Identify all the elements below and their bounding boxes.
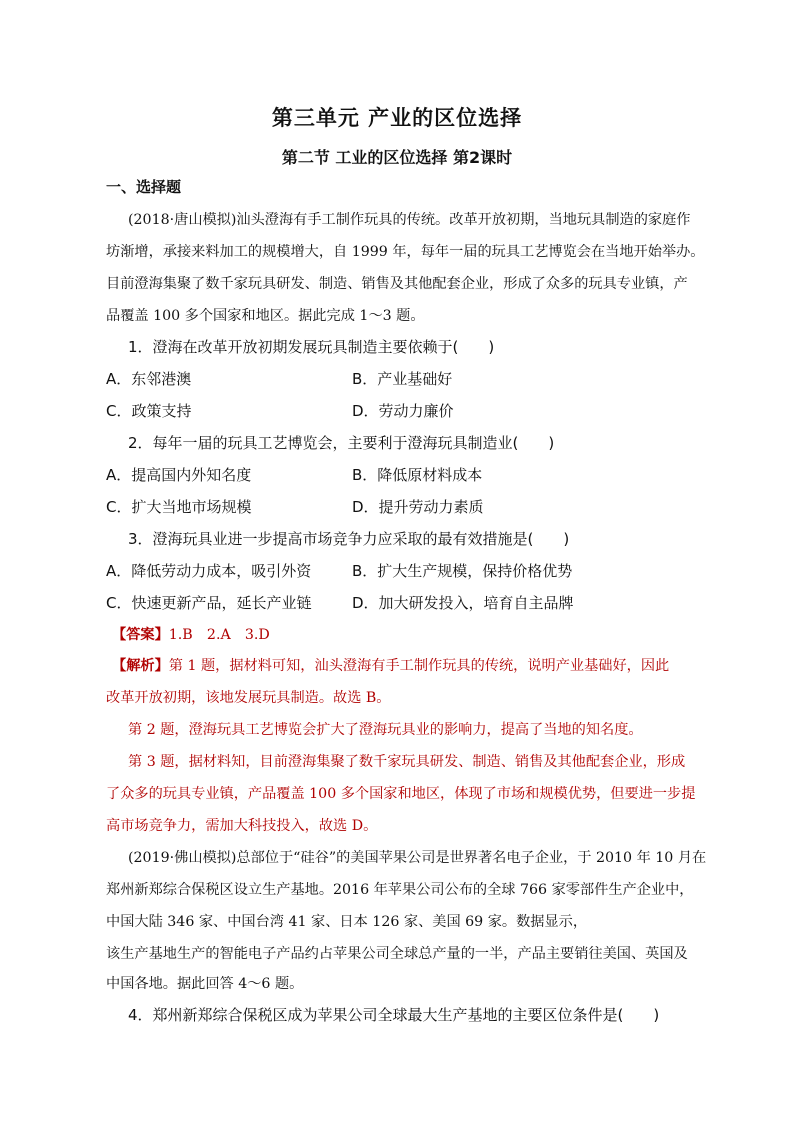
answer-text: 1.B 2.A 3.D — [168, 627, 270, 643]
page-subtitle: 第二节 工业的区位选择 第2课时 — [281, 148, 513, 167]
question-1-option-b: B．产业基础好 — [352, 370, 453, 388]
analysis-p3-line-3: 高市场竞争力，需加大科技投入，故选 D。 — [106, 818, 378, 834]
page-title: 第三单元 产业的区位选择 — [271, 106, 523, 130]
material-2-line-2: 郑州新郑综合保税区设立生产基地。2016 年苹果公司公布的全球 766 家零部件生产企业中， — [106, 882, 694, 898]
answer-tag: 【答案】 — [112, 627, 169, 643]
question-2-option-d: D．提升劳动力素质 — [352, 498, 484, 516]
material-2-line-3: 中国大陆 346 家、中国台湾 41 家、日本 126 家、美国 69 家。数据显示， — [106, 914, 588, 930]
question-1-stem: 1．澄海在改革开放初期发展玩具制造主要依赖于( ) — [128, 338, 495, 356]
material-1-line-4: 品覆盖 100 多个国家和地区。据此完成 1～3 题。 — [106, 308, 425, 324]
question-2-option-a: A．提高国内外知名度 — [106, 466, 252, 484]
analysis-p1-line-1: 第 1 题，据材料可知，汕头澄海有手工制作玩具的传统，说明产业基础好，因此 — [168, 658, 670, 674]
section-heading: 一、选择题 — [106, 178, 182, 196]
question-1-option-d: D．劳动力廉价 — [352, 402, 454, 420]
material-1-line-1: (2018·唐山模拟)汕头澄海有手工制作玩具的传统。改革开放初期，当地玩具制造的家庭作 — [128, 212, 691, 228]
material-1-line-3: 目前澄海集聚了数千家玩具研发、制造、销售及其他配套企业，形成了众多的玩具专业镇，产 — [106, 276, 688, 292]
material-2-line-5: 中国各地。据此回答 4～6 题。 — [106, 976, 304, 992]
analysis-p3-line-2: 了众多的玩具专业镇，产品覆盖 100 多个国家和地区，体现了市场和规模优势，但要进一步提 — [106, 786, 696, 802]
question-4-stem: 4．郑州新郑综合保税区成为苹果公司全球最大生产基地的主要区位条件是( ) — [128, 1006, 660, 1024]
question-1-option-a: A．东邻港澳 — [106, 370, 192, 388]
question-3-option-c: C．快速更新产品，延长产业链 — [106, 594, 312, 612]
question-2-stem: 2．每年一届的玩具工艺博览会，主要利于澄海玩具制造业( ) — [128, 434, 555, 452]
question-3-option-d: D．加大研发投入，培育自主品牌 — [352, 594, 574, 612]
answer-line — [112, 624, 270, 646]
analysis-p3-line-1: 第 3 题，据材料知，目前澄海集聚了数千家玩具研发、制造、销售及其他配套企业，形成 — [128, 754, 686, 770]
question-3-stem: 3．澄海玩具业进一步提高市场竞争力应采取的最有效措施是( ) — [128, 530, 570, 548]
question-3-option-b: B．扩大生产规模，保持价格优势 — [352, 562, 573, 580]
analysis-tag: 【解析】 — [112, 658, 169, 674]
material-2-line-1: (2019·佛山模拟)总部位于“硅谷”的美国苹果公司是世界著名电子企业，于 2010 年 10 月在 — [128, 850, 707, 866]
question-2-option-c: C．扩大当地市场规模 — [106, 498, 252, 516]
question-3-option-a: A．降低劳动力成本，吸引外资 — [106, 562, 312, 580]
analysis-p1-line-2: 改革开放初期，该地发展玩具制造。故选 B。 — [106, 690, 391, 706]
analysis-line-1 — [112, 650, 726, 682]
material-2-line-4: 该生产基地生产的智能电子产品约占苹果公司全球总产量的一半，产品主要销往美国、英国及 — [106, 946, 688, 962]
question-2-option-b: B．降低原材料成本 — [352, 466, 483, 484]
material-1-line-2: 坊渐增，承接来料加工的规模增大，自 1999 年，每年一届的玩具工艺博览会在当地开始举办。 — [106, 244, 705, 260]
analysis-p2: 第 2 题，澄海玩具工艺博览会扩大了澄海玩具业的影响力，提高了当地的知名度。 — [128, 722, 643, 738]
question-1-option-c: C．政策支持 — [106, 402, 192, 420]
